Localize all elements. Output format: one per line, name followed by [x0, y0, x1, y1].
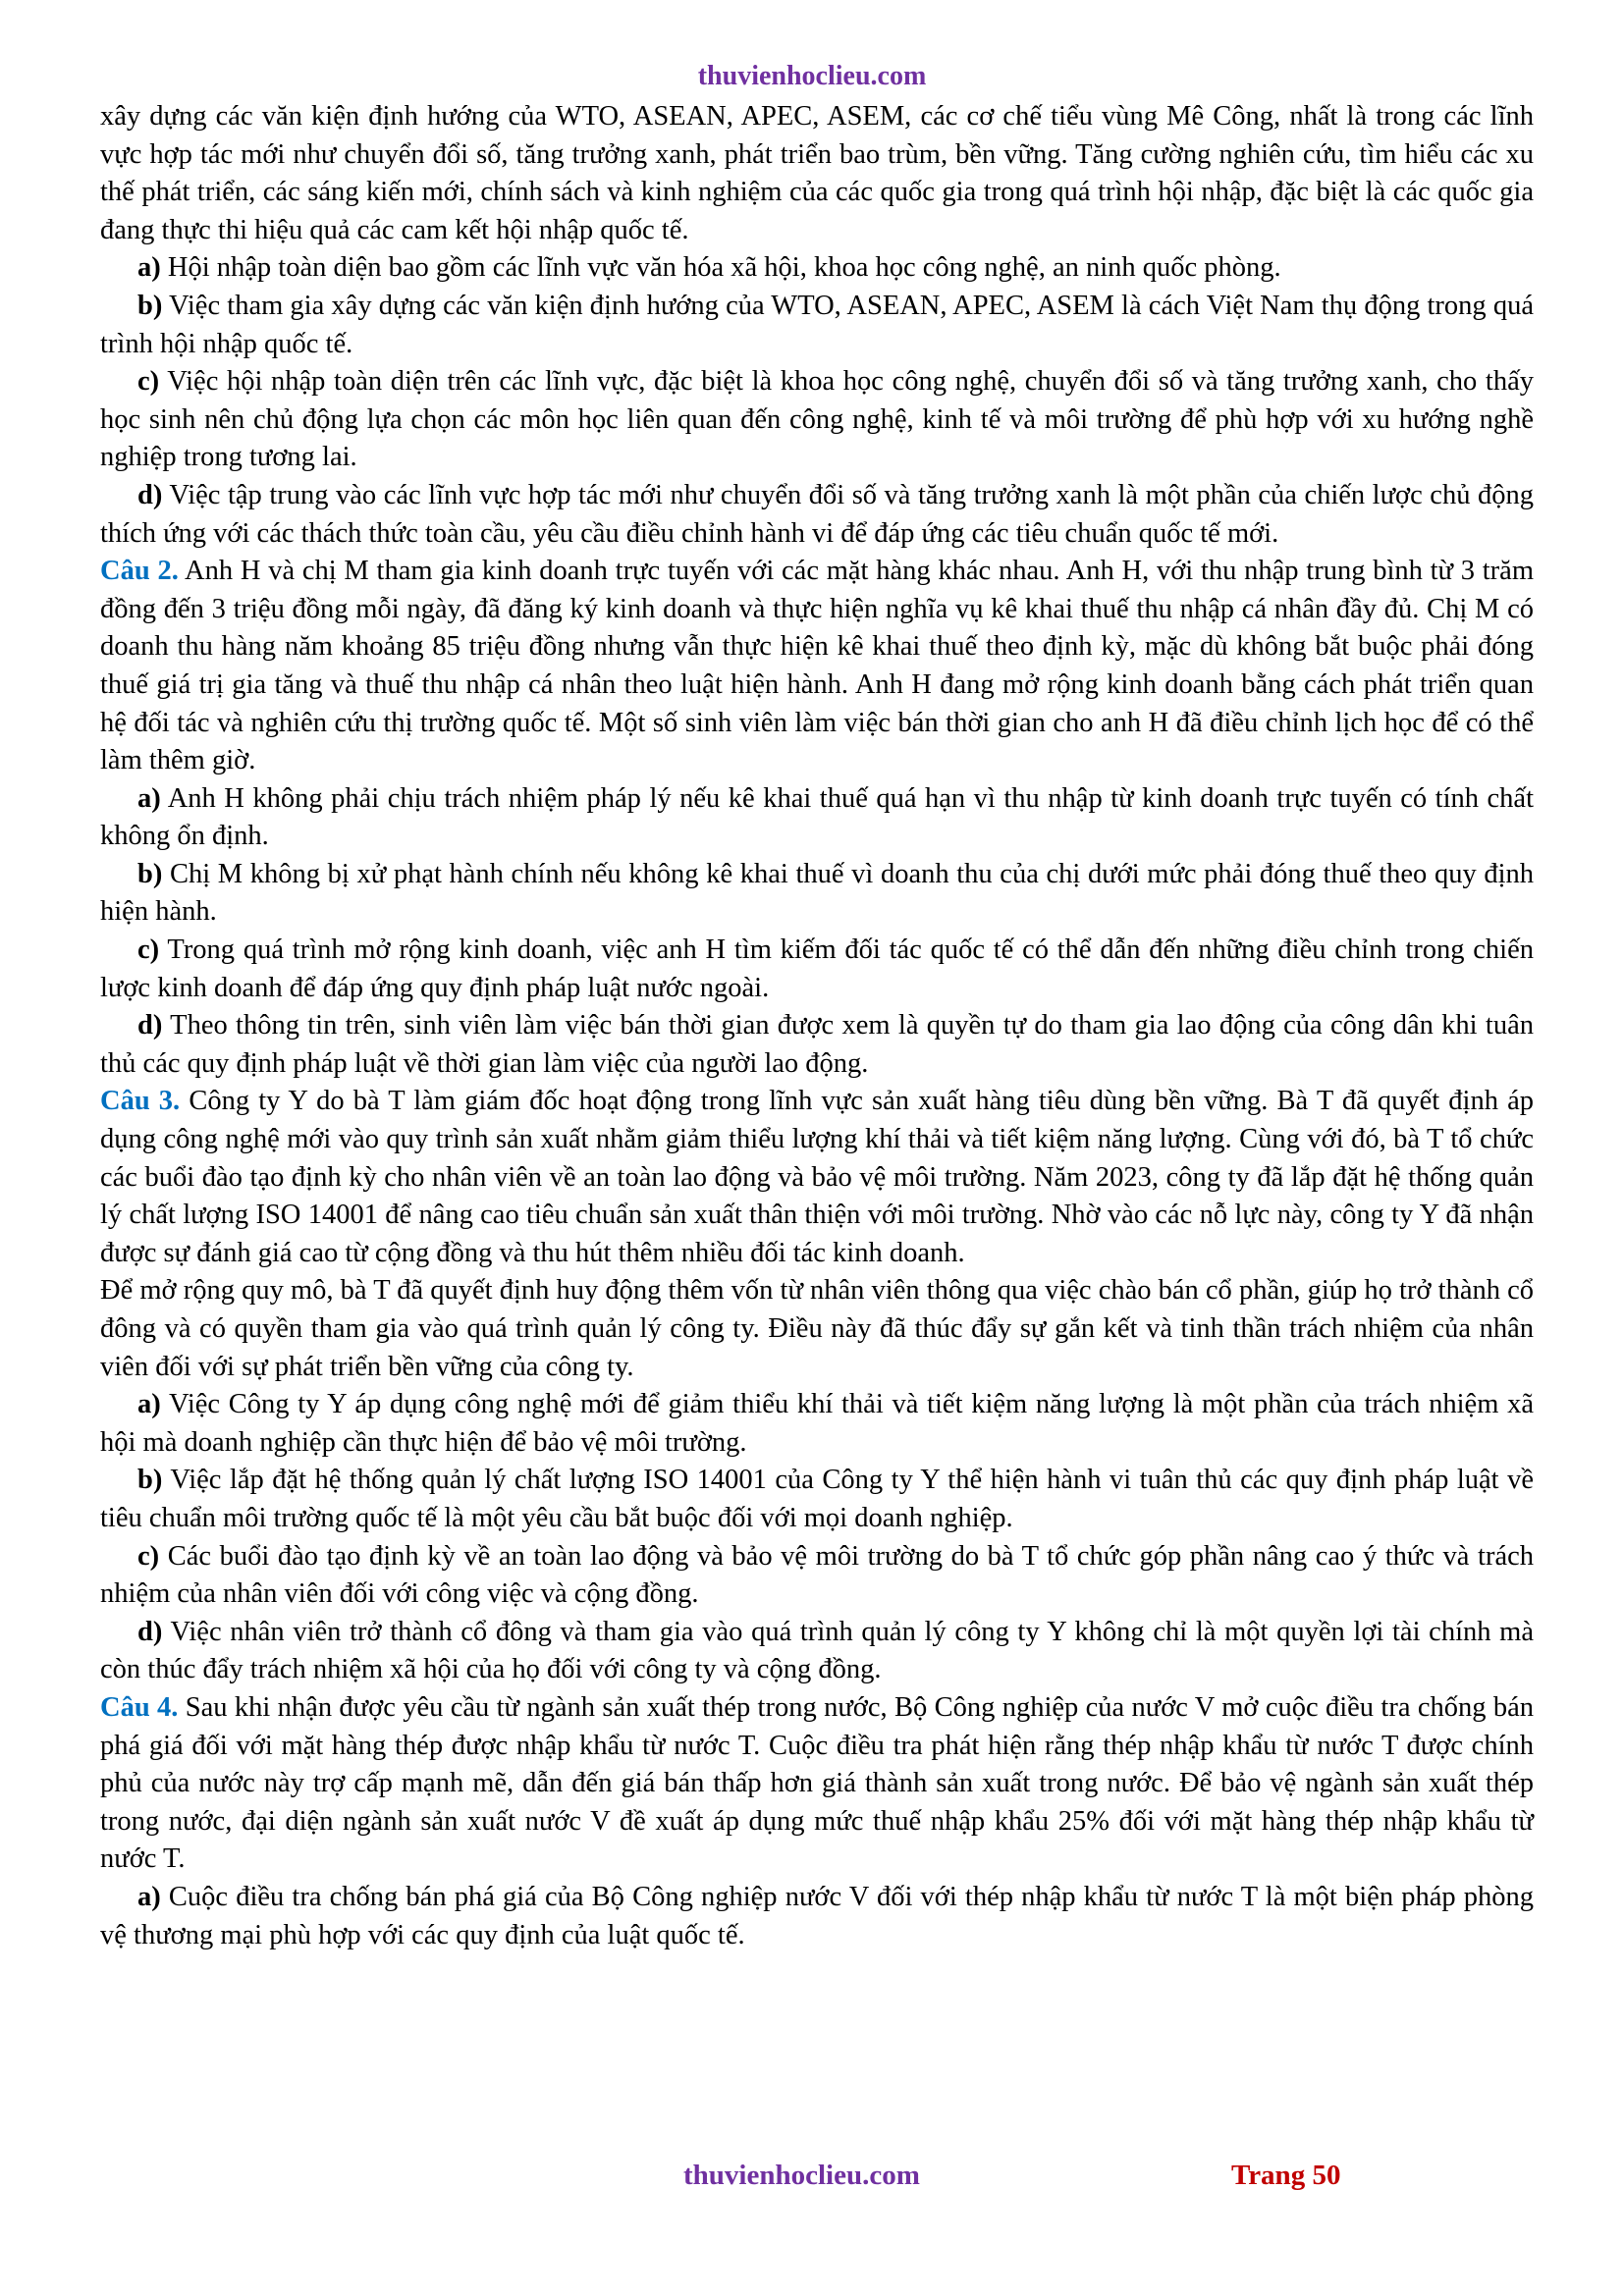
question-2-stem [100, 553, 1534, 780]
option-text: Việc Công ty Y áp dụng công nghệ mới để giảm thiểu khí thải và tiết kiệm năng lượng là một phần của trách nhiệm xã hội mà doanh nghiệp cần thực hiện để bảo vệ môi trường. [100, 1389, 1534, 1458]
option-label: c) [137, 934, 160, 966]
footer-site: thuvienhoclieu.com [683, 2160, 920, 2191]
q1-option-c [100, 363, 1534, 477]
option-label: a) [137, 782, 161, 814]
option-text: Việc tham gia xây dựng các văn kiện định hướng của WTO, ASEAN, APEC, ASEM là cách Việt Nam thụ động trong quá trình hội nhập quốc tế. [100, 290, 1534, 359]
option-label: a) [137, 1881, 161, 1912]
option-text: Chị M không bị xử phạt hành chính nếu không kê khai thuế vì doanh thu của chị dưới mức phải đóng thuế theo quy định hiện hành. [100, 858, 1534, 928]
option-label: b) [137, 290, 163, 321]
option-text: Anh H không phải chịu trách nhiệm pháp lý nếu kê khai thuế quá hạn vì thu nhập từ kinh doanh trực tuyến có tính chất không ổn định. [100, 782, 1534, 852]
q3-option-c [100, 1538, 1534, 1614]
option-label: b) [137, 1465, 163, 1496]
option-label: c) [137, 366, 160, 398]
question-label: Câu 4. [100, 1691, 179, 1723]
option-label: a) [137, 252, 161, 284]
q3-option-b [100, 1462, 1534, 1537]
option-text: Theo thông tin trên, sinh viên làm việc bán thời gian được xem là quyền tự do tham gia lao động của công dân khi tuân thủ các quy định pháp luật về thời gian làm việc của người lao động. [100, 1010, 1534, 1079]
q1-option-b [100, 288, 1534, 363]
question-text: Anh H và chị M tham gia kinh doanh trực tuyến với các mặt hàng khác nhau. Anh H, với thu nhập trung bình từ 3 trăm đồng đến 3 triệu đồng mỗi ngày, đã đăng ký kinh doanh và thực hiện nghĩa vụ kê khai thuế thu nhập cá nhân đầy đủ. Chị M có doanh thu hàng năm khoảng 85 triệu đồng nhưng vẫn thực hiện kê khai thuế theo định kỳ, mặc dù không bắt buộc phải đóng thuế giá trị gia tăng và thuế thu nhập cá nhân theo luật hiện hành. Anh H đang mở rộng kinh doanh bằng cách phát triển quan hệ đối tác và nghiên cứu thị trường quốc tế. Một số sinh viên làm việc bán thời gian cho anh H đã điều chỉnh lịch học để có thể làm thêm giờ. [100, 556, 1534, 776]
option-label: d) [137, 1616, 163, 1647]
q2-option-d [100, 1007, 1534, 1083]
question-3-stem [100, 1083, 1534, 1272]
q4-option-a [100, 1879, 1534, 1954]
option-text: Các buổi đào tạo định kỳ về an toàn lao động và bảo vệ môi trường do bà T tổ chức góp phần nâng cao ý thức và trách nhiệm của nhân viên đối với công việc và cộng đồng. [100, 1540, 1534, 1610]
option-label: c) [137, 1540, 160, 1572]
q2-option-c [100, 932, 1534, 1007]
question-text: Công ty Y do bà T làm giám đốc hoạt động trong lĩnh vực sản xuất hàng tiêu dùng bền vững. Bà T đã quyết định áp dụng công nghệ mới vào quy trình sản xuất nhằm giảm thiểu lượng khí thải và tiết kiệm năng lượng. Cùng với đó, bà T tổ chức các buổi đào tạo định kỳ cho nhân viên về an toàn lao động và bảo vệ môi trường. Năm 2023, công ty đã lắp đặt hệ thống quản lý chất lượng ISO 14001 để nâng cao tiêu chuẩn sản xuất thân thiện với môi trường. Nhờ vào các nỗ lực này, công ty Y đã nhận được sự đánh giá cao từ cộng đồng và thu hút thêm nhiều đối tác kinh doanh. [100, 1086, 1534, 1268]
q3-option-a [100, 1386, 1534, 1462]
q1-option-a [100, 249, 1534, 288]
page-number: Trang 50 [1231, 2160, 1341, 2191]
question-label: Câu 2. [100, 556, 179, 587]
option-text: Hội nhập toàn diện bao gồm các lĩnh vực văn hóa xã hội, khoa học công nghệ, an ninh quốc phòng. [167, 252, 1281, 284]
question-label: Câu 3. [100, 1086, 181, 1117]
option-text: Việc tập trung vào các lĩnh vực hợp tác mới như chuyển đổi số và tăng trưởng xanh là một phần của chiến lược chủ động thích ứng với các thách thức toàn cầu, yêu cầu điều chỉnh hành vi để đáp ứng các tiêu chuẩn quốc tế mới. [100, 479, 1534, 549]
option-label: d) [137, 1010, 163, 1041]
q3-option-d [100, 1614, 1534, 1689]
page-content [100, 98, 1534, 1954]
question-text: Sau khi nhận được yêu cầu từ ngành sản xuất thép trong nước, Bộ Công nghiệp của nước V mở cuộc điều tra chống bán phá giá đối với mặt hàng thép được nhập khẩu từ nước T. Cuộc điều tra phát hiện rằng thép nhập khẩu từ nước T được chính phủ của nước này trợ cấp mạnh mẽ, dẫn đến giá bán thấp hơn giá thành sản xuất trong nước. Để bảo vệ ngành sản xuất thép trong nước, đại diện ngành sản xuất nước V đề xuất áp dụng mức thuế nhập khẩu 25% đối với mặt hàng thép nhập khẩu từ nước T. [100, 1691, 1534, 1875]
site-header: thuvienhoclieu.com [697, 61, 927, 91]
q1-option-d [100, 477, 1534, 553]
question-3-stem-continued: Để mở rộng quy mô, bà T đã quyết định huy động thêm vốn từ nhân viên thông qua việc chào bán cổ phần, giúp họ trở thành cổ đông và có quyền tham gia vào quá trình quản lý công ty. Điều này đã thúc đẩy sự gắn kết và tinh thần trách nhiệm của nhân viên đối với sự phát triển bền vững của công ty. [100, 1275, 1534, 1382]
option-label: a) [137, 1389, 161, 1420]
option-label: d) [137, 479, 163, 510]
q2-option-a [100, 780, 1534, 856]
option-text: Việc lắp đặt hệ thống quản lý chất lượng ISO 14001 của Công ty Y thể hiện hành vi tuân thủ các quy định pháp luật về tiêu chuẩn môi trường quốc tế là một yêu cầu bắt buộc đối với mọi doanh nghiệp. [100, 1465, 1534, 1533]
option-text: Việc hội nhập toàn diện trên các lĩnh vực, đặc biệt là khoa học công nghệ, chuyển đổi số và tăng trưởng xanh, cho thấy học sinh nên chủ động lựa chọn các môn học liên quan đến công nghệ, kinh tế và môi trường để phù hợp với xu hướng nghề nghiệp trong tương lai. [100, 366, 1534, 473]
option-text: Việc nhân viên trở thành cổ đông và tham gia vào quá trình quản lý công ty Y không chỉ là một quyền lợi tài chính mà còn thúc đẩy trách nhiệm xã hội của họ đối với công ty và cộng đồng. [100, 1616, 1534, 1685]
option-text: Cuộc điều tra chống bán phá giá của Bộ Công nghiệp nước V đối với thép nhập khẩu từ nước T là một biện pháp phòng vệ thương mại phù hợp với các quy định của luật quốc tế. [100, 1881, 1535, 1950]
question-4-stem [100, 1689, 1534, 1879]
question-1-passage-end: xây dựng các văn kiện định hướng của WTO, ASEAN, APEC, ASEM, các cơ chế tiểu vùng Mê Công, nhất là trong các lĩnh vực hợp tác mới như chuyển đổi số, tăng trưởng xanh, phát triển bao trùm, bền vững. Tăng cường nghiên cứu, tìm hiểu các xu thế phát triển, các sáng kiến mới, chính sách và kinh nghiệm của các quốc gia trong quá trình hội nhập, đặc biệt là các quốc gia đang thực thi hiệu quả các cam kết hội nhập quốc tế. [100, 101, 1534, 245]
option-text: Trong quá trình mở rộng kinh doanh, việc anh H tìm kiếm đối tác quốc tế có thể dẫn đến những điều chỉnh trong chiến lược kinh doanh để đáp ứng quy định pháp luật nước ngoài. [100, 934, 1534, 1003]
option-label: b) [137, 858, 163, 889]
q2-option-b [100, 856, 1534, 932]
